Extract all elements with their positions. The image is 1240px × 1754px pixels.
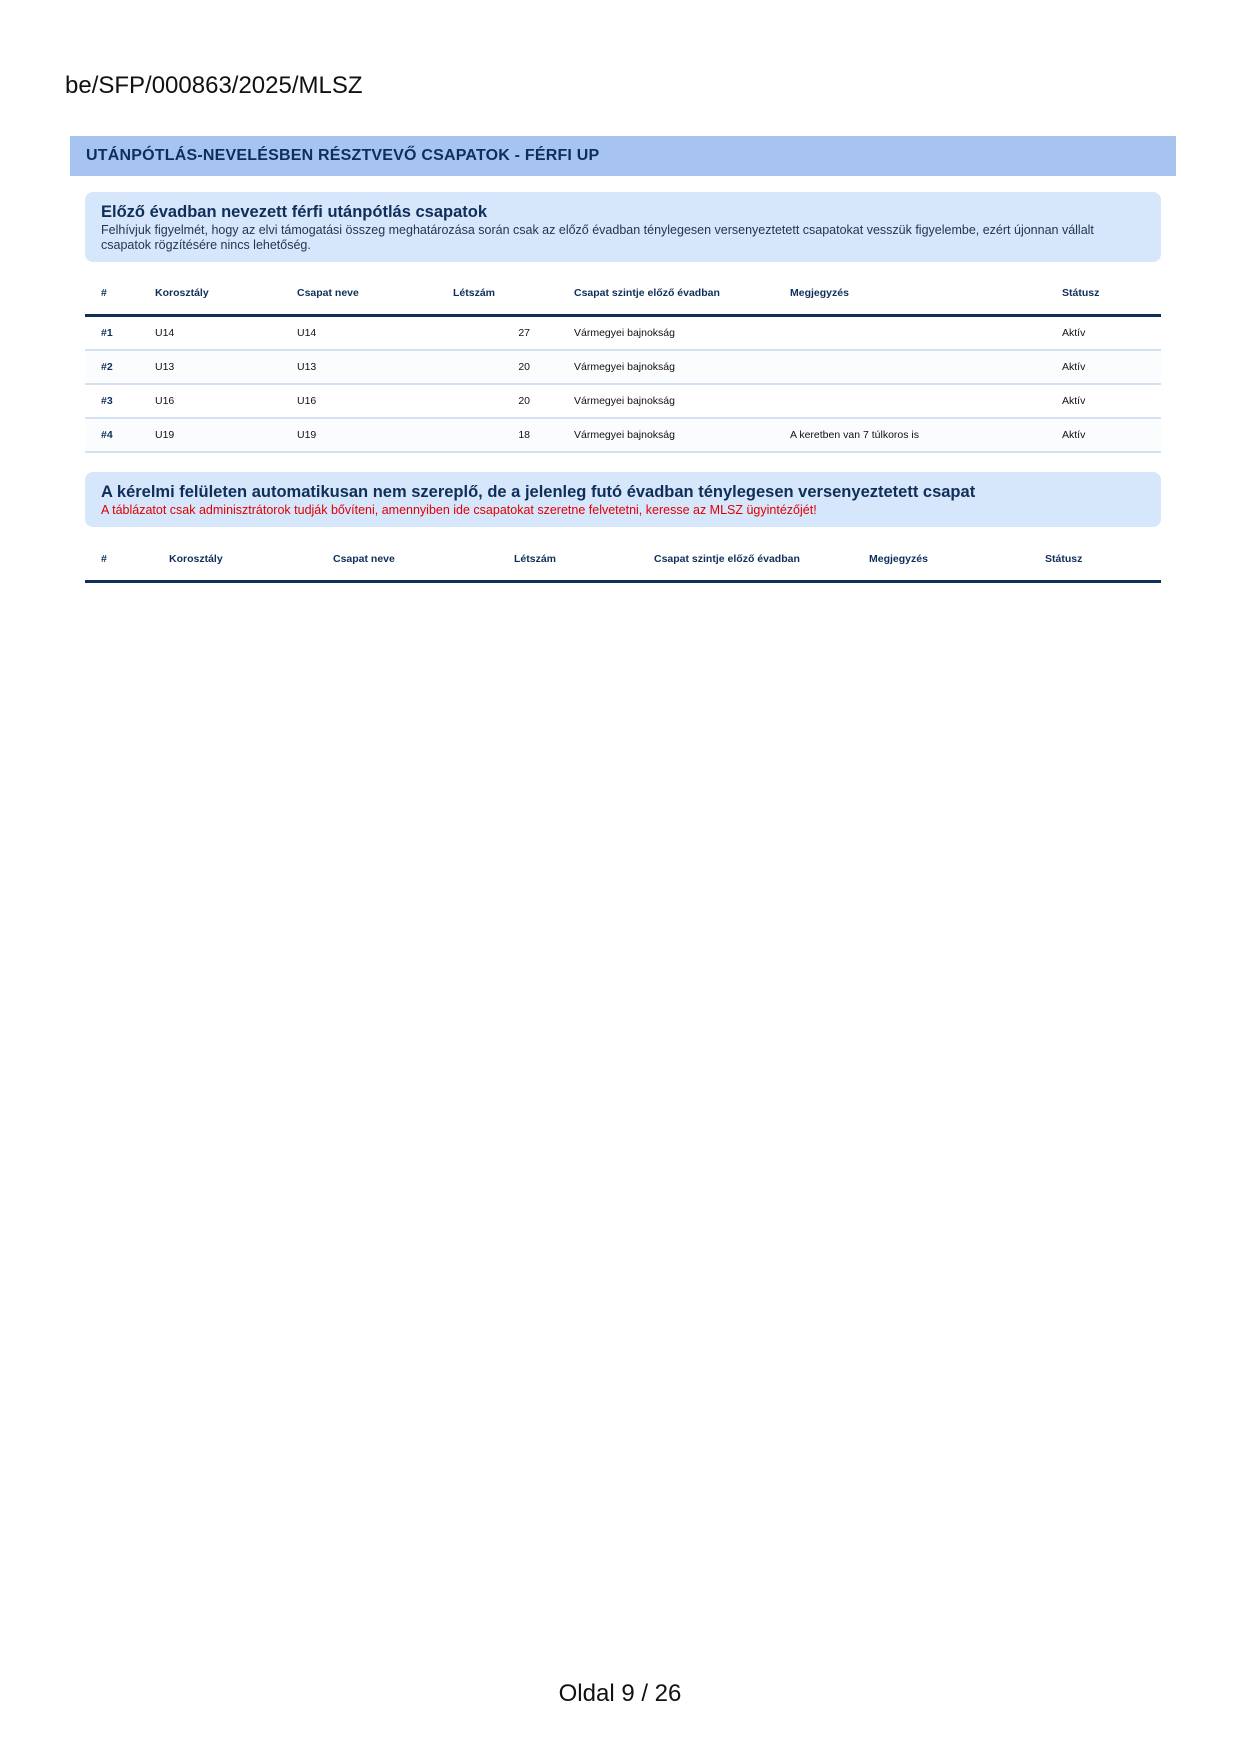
row-level: Vármegyei bajnokság bbox=[558, 384, 774, 418]
row-headcount: 20 bbox=[437, 350, 558, 384]
extra-teams-info-box bbox=[85, 472, 1161, 527]
column-header-age-group: Korosztály bbox=[139, 272, 281, 316]
table-header-row bbox=[85, 272, 1161, 316]
row-level: Vármegyei bajnokság bbox=[558, 418, 774, 452]
column-header-status: Státusz bbox=[1046, 272, 1161, 316]
row-level: Vármegyei bajnokság bbox=[558, 316, 774, 351]
row-headcount: 20 bbox=[437, 384, 558, 418]
column-header-level: Csapat szintje előző évadban bbox=[558, 272, 774, 316]
column-header-status: Státusz bbox=[1029, 538, 1161, 582]
row-age-group: U13 bbox=[139, 350, 281, 384]
row-level: Vármegyei bajnokság bbox=[558, 350, 774, 384]
column-header-level: Csapat szintje előző évadban bbox=[638, 538, 853, 582]
row-status: Aktív bbox=[1046, 418, 1161, 452]
column-header-headcount: Létszám bbox=[437, 272, 558, 316]
row-headcount: 27 bbox=[437, 316, 558, 351]
extra-teams-table bbox=[85, 538, 1161, 583]
page-number: Oldal 9 / 26 bbox=[558, 1680, 682, 1707]
row-headcount: 18 bbox=[437, 418, 558, 452]
row-team-name: U14 bbox=[281, 316, 437, 351]
row-note: A keretben van 7 túlkoros is bbox=[774, 418, 1046, 452]
extra-teams-warning: A táblázatot csak adminisztrátorok tudják bővíteni, amennyiben ide csapatokat szeretne felvetetni, keresse az MLSZ ügyintézőjét! bbox=[101, 503, 817, 517]
row-note bbox=[774, 350, 1046, 384]
row-index: #1 bbox=[85, 316, 139, 351]
document-reference: be/SFP/000863/2025/MLSZ bbox=[65, 72, 363, 99]
table-row bbox=[85, 384, 1161, 418]
table-header-row bbox=[85, 538, 1161, 582]
row-index: #3 bbox=[85, 384, 139, 418]
column-header-note: Megjegyzés bbox=[853, 538, 1029, 582]
row-team-name: U19 bbox=[281, 418, 437, 452]
row-age-group: U16 bbox=[139, 384, 281, 418]
extra-teams-title: A kérelmi felületen automatikusan nem szereplő, de a jelenleg futó évadban ténylegesen versenyeztetett csapat bbox=[101, 483, 976, 501]
previous-teams-note: Felhívjuk figyelmét, hogy az elvi támogatási összeg meghatározása során csak az előző évadban ténylegesen versenyeztetett csapatokat vesszük figyelembe, ezért újonnan vállalt csapatok rögzítésére nincs lehetőség. bbox=[101, 223, 1094, 252]
row-status: Aktív bbox=[1046, 350, 1161, 384]
row-index: #4 bbox=[85, 418, 139, 452]
row-note bbox=[774, 384, 1046, 418]
row-status: Aktív bbox=[1046, 384, 1161, 418]
row-note bbox=[774, 316, 1046, 351]
column-header-age-group: Korosztály bbox=[153, 538, 317, 582]
row-status: Aktív bbox=[1046, 316, 1161, 351]
previous-teams-table bbox=[85, 272, 1161, 453]
table-row bbox=[85, 350, 1161, 384]
column-header-index: # bbox=[85, 538, 153, 582]
column-header-team-name: Csapat neve bbox=[281, 272, 437, 316]
column-header-note: Megjegyzés bbox=[774, 272, 1046, 316]
previous-teams-title: Előző évadban nevezett férfi utánpótlás csapatok bbox=[101, 203, 488, 221]
row-age-group: U19 bbox=[139, 418, 281, 452]
row-age-group: U14 bbox=[139, 316, 281, 351]
row-index: #2 bbox=[85, 350, 139, 384]
column-header-team-name: Csapat neve bbox=[317, 538, 498, 582]
row-team-name: U13 bbox=[281, 350, 437, 384]
section-header: UTÁNPÓTLÁS-NEVELÉSBEN RÉSZTVEVŐ CSAPATOK - FÉRFI UP bbox=[70, 136, 1176, 176]
column-header-index: # bbox=[85, 272, 139, 316]
previous-teams-info-box bbox=[85, 192, 1161, 262]
table-row bbox=[85, 316, 1161, 351]
row-team-name: U16 bbox=[281, 384, 437, 418]
column-header-headcount: Létszám bbox=[498, 538, 638, 582]
table-row bbox=[85, 418, 1161, 452]
